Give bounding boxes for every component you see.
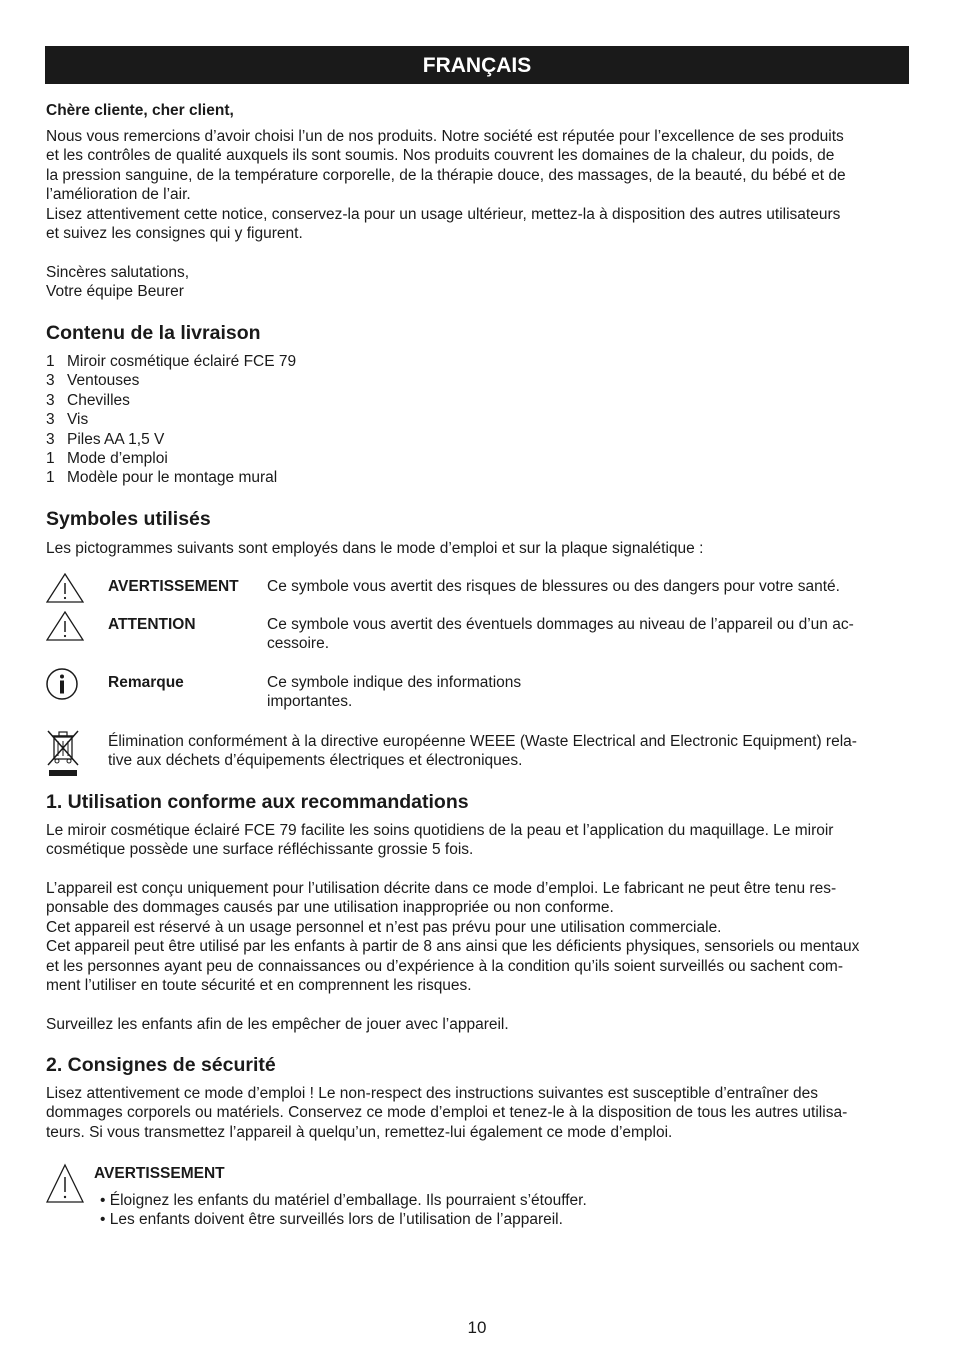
salutation: Chère cliente, cher client, [46, 102, 234, 119]
symbol-label: ATTENTION [108, 616, 196, 633]
list-item: • Les enfants doivent être surveillés lors de l’utilisation de l’appareil. [100, 1211, 563, 1229]
symbol-label: Remarque [108, 674, 184, 691]
symbols-title: Symboles utilisés [46, 508, 211, 530]
list-item: 1 Modèle pour le montage mural [46, 469, 278, 487]
page-number: 10 [467, 1318, 487, 1337]
section1-paragraph-1: Le miroir cosmétique éclairé FCE 79 facilite les soins quotidiens de la peau et l’application du maquillage. Le miroir cosmétique possède une surface réfléchissante grossie 5 fois. [46, 822, 834, 859]
symbol-description: Ce symbole vous avertit des risques de blessures ou des dangers pour votre santé. [267, 578, 840, 595]
list-item: 1 Miroir cosmétique éclairé FCE 79 [46, 353, 297, 370]
list-item: 3 Vis [46, 411, 89, 429]
intro-line: la pression sanguine, de la température corporelle, de la thérapie douce, des massages, de la beauté, du bébé et de [46, 166, 846, 184]
warning-triangle-icon [46, 573, 84, 608]
symbol-row-weee [46, 728, 910, 780]
section1-paragraph-3: Surveillez les enfants afin de les empêcher de jouer avec l’appareil. [46, 1016, 509, 1033]
intro-line: et les contrôles de qualité auxquels ils sont soumis. Nos produits couvrent les domaines de la chaleur, du poids, de [46, 147, 835, 165]
crossed-bin-icon [46, 728, 80, 785]
list-item: 1 Mode d’emploi [46, 450, 168, 468]
section2-paragraph: Lisez attentivement ce mode d’emploi ! Le non-respect des instructions suivantes est susceptible d’entraîner des dommages corporels ou matériels. Conservez ce mode d’emploi et tenez-le à la disposition de tous les autres utilisa- teurs. Si vous transmettez l’appareil à quelqu’un, remettez-lui également ce mode d’emploi. [46, 1085, 848, 1141]
delivery-list [46, 352, 910, 488]
warning-label: AVERTISSEMENT [94, 1165, 225, 1182]
closing-greeting: Sincères salutations, [46, 264, 190, 281]
list-item: 3 Chevilles [46, 391, 130, 409]
list-item: 3 Ventouses [46, 372, 140, 390]
symbol-label: AVERTISSEMENT [108, 578, 239, 595]
symbol-row-warning [46, 573, 910, 603]
intro-line: Nous vous remercions d’avoir choisi l’un de nos produits. Notre société est réputée pour l’excellence de ses produits [46, 128, 844, 145]
intro-line: et suivez les consignes qui y figurent. [46, 225, 303, 243]
language-banner: FRANÇAIS [45, 46, 909, 84]
closing-signature: Votre équipe Beurer [46, 283, 184, 301]
delivery-title: Contenu de la livraison [46, 322, 261, 344]
symbol-description: Ce symbole vous avertit des éventuels dommages au niveau de l’appareil ou d’un ac- cessoire. [267, 616, 854, 653]
symbols-intro: Les pictogrammes suivants sont employés dans le mode d’emploi et sur la plaque signalétique : [46, 540, 704, 557]
symbol-row-attention [46, 611, 910, 656]
weee-description: Élimination conformément à la directive européenne WEEE (Waste Electrical and Electronic Equipment) rela- tive aux déchets d’équipements électriques et électroniques. [108, 733, 857, 770]
warning-triangle-icon [46, 611, 84, 646]
warning-block [46, 1162, 910, 1232]
closing [46, 263, 910, 302]
warning-triangle-icon [46, 1162, 84, 1209]
info-circle-icon [46, 668, 80, 707]
list-item: 3 Piles AA 1,5 V [46, 430, 165, 448]
section2-title: 2. Consignes de sécurité [46, 1054, 276, 1076]
intro-line: l’amélioration de l’air. [46, 186, 191, 204]
intro-paragraph [46, 127, 910, 243]
warning-bullets [100, 1191, 587, 1230]
symbol-row-note [46, 669, 910, 714]
intro-line: Lisez attentivement cette notice, conservez-la pour un usage ultérieur, mettez-la à disposition des autres utilisateurs [46, 205, 841, 223]
symbol-description: Ce symbole indique des informations importantes. [267, 674, 522, 711]
section1-paragraph-2: L’appareil est conçu uniquement pour l’utilisation décrite dans ce mode d’emploi. Le fabricant ne peut être tenu res- ponsable des dommages causés par une utilisation inappropriée ou non conforme. Cet appareil est réservé à un usage personnel et n’est pas prévu pour une utilisation commerciale. Cet appareil peut être utilisé par les enfants à partir de 8 ans ainsi que les déficients physiques, sensoriels ou mentaux et les personnes ayant peu de connaissances ou d’expérience à la condition qu’ils soient surveillés ou sachent com- ment l’utiliser en toute sécurité et en comprennent les risques. [46, 880, 860, 995]
section1-title: 1. Utilisation conforme aux recommandations [46, 791, 469, 813]
list-item: • Éloignez les enfants du matériel d’emballage. Ils pourraient s’étouffer. [100, 1192, 587, 1209]
